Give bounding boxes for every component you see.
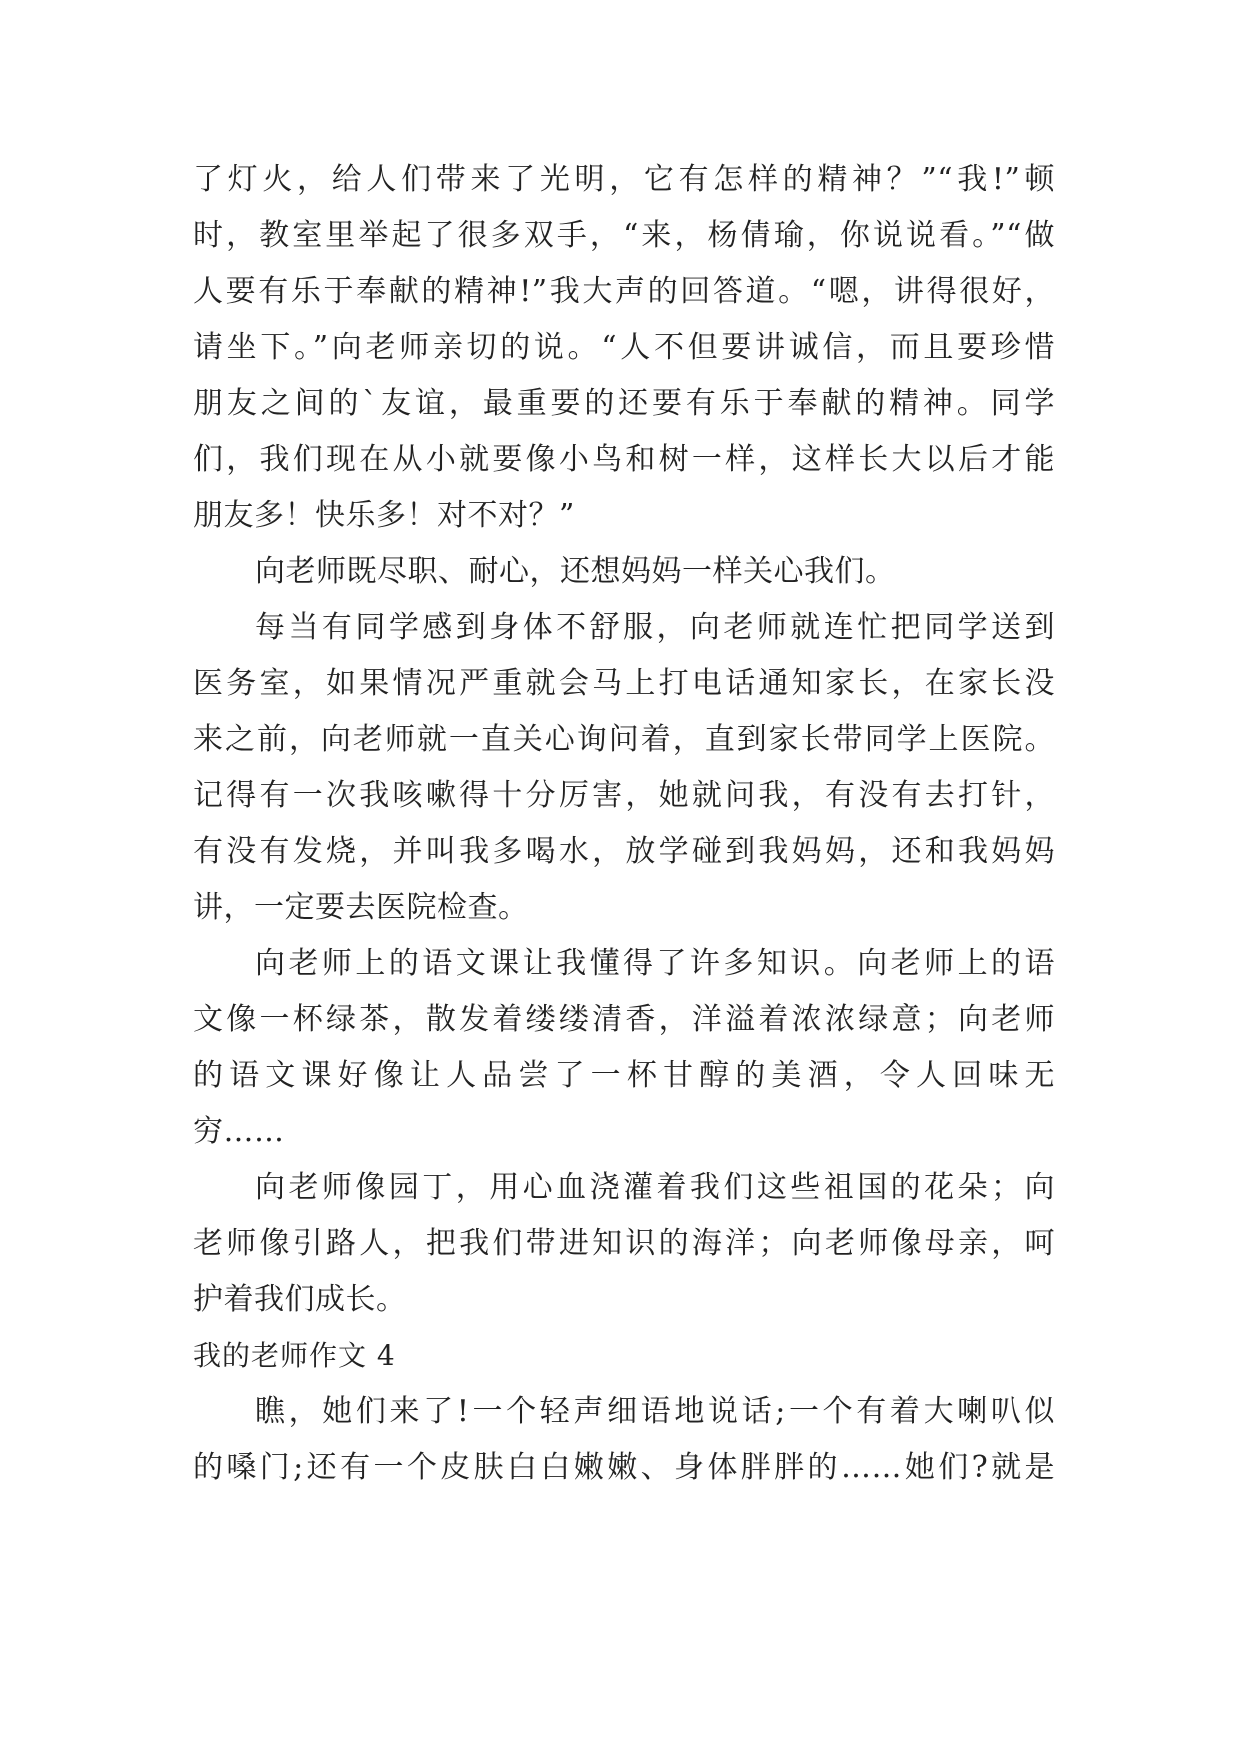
text-line: 朋友多！快乐多！对不对？” <box>193 498 575 533</box>
text-line: 老师像引路人，把我们带进知识的海洋；向老师像母亲，呵 <box>193 1226 1055 1261</box>
text-line: 向老师上的语文课让我懂得了许多知识。向老师上的语 <box>255 946 1055 981</box>
text-line: 请坐下。”向老师亲切的说。“人不但要讲诚信，而且要珍惜 <box>193 330 1055 365</box>
text-line: 的嗓门;还有一个皮肤白白嫩嫩、身体胖胖的……她们?就是 <box>193 1450 1055 1485</box>
text-line: 穷…… <box>193 1114 285 1149</box>
text-line: 瞧，她们来了!一个轻声细语地说话;一个有着大喇叭似 <box>255 1394 1055 1429</box>
text-line: 的语文课好像让人品尝了一杯甘醇的美酒，令人回味无 <box>193 1058 1055 1093</box>
text-line: 记得有一次我咳嗽得十分厉害，她就问我，有没有去打针， <box>193 778 1055 813</box>
text-line: 讲，一定要去医院检查。 <box>193 890 529 925</box>
text-line: 时，教室里举起了很多双手，“来，杨倩瑜，你说说看。”“做 <box>193 218 1055 253</box>
section-heading: 我的老师作文 4 <box>193 1339 396 1372</box>
text-line: 向老师像园丁，用心血浇灌着我们这些祖国的花朵；向 <box>255 1170 1055 1205</box>
text-line: 每当有同学感到身体不舒服，向老师就连忙把同学送到 <box>255 610 1055 645</box>
text-line: 人要有乐于奉献的精神!”我大声的回答道。“嗯，讲得很好， <box>193 274 1055 309</box>
text-line: 护着我们成长。 <box>193 1282 407 1317</box>
text-line: 了灯火，给人们带来了光明，它有怎样的精神？”“我!”顿 <box>193 162 1055 197</box>
text-line: 文像一杯绿茶，散发着缕缕清香，洋溢着浓浓绿意；向老师 <box>193 1002 1055 1037</box>
document-body <box>193 152 1055 1496</box>
text-line: 医务室，如果情况严重就会马上打电话通知家长，在家长没 <box>193 666 1055 701</box>
text-line: 们，我们现在从小就要像小鸟和树一样，这样长大以后才能 <box>193 442 1055 477</box>
text-line: 向老师既尽职、耐心，还想妈妈一样关心我们。 <box>255 554 896 589</box>
text-line: 有没有发烧，并叫我多喝水，放学碰到我妈妈，还和我妈妈 <box>193 834 1055 869</box>
text-line: 来之前，向老师就一直关心询问着，直到家长带同学上医院。 <box>193 722 1055 757</box>
text-line: 朋友之间的`友谊，最重要的还要有乐于奉献的精神。同学 <box>193 386 1055 421</box>
